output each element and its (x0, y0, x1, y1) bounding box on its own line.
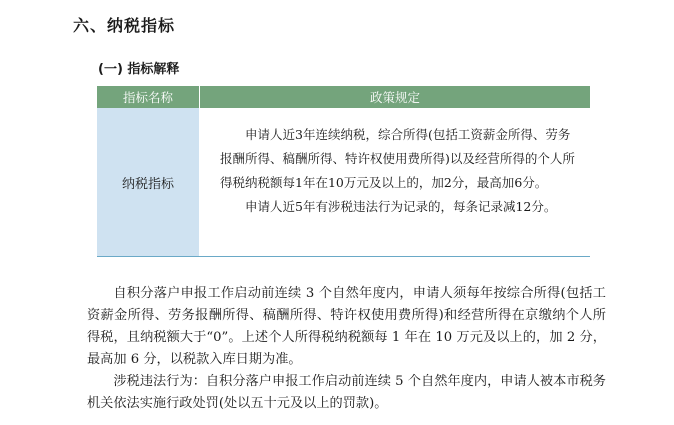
policy-text-1: 申请人近3年连续纳税，综合所得(包括工资薪金所得、劳务报酬所得、稿酬所得、特许权使用费所得)以及经营所得的个人所得税纳税额每1年在10万元及以上的，加2分，最高加6分。 (220, 127, 575, 190)
section-title: 六、纳税指标 (73, 16, 176, 35)
header-policy: 政策规定 (199, 86, 590, 108)
cell-indicator-name: 纳税指标 (97, 108, 199, 256)
subsection-title: (一) 指标解释 (98, 62, 180, 77)
policy-text-2: 申请人近5年有涉税违法行为记录的，每条记录减12分。 (245, 199, 557, 214)
table-header-row (97, 86, 590, 108)
indicator-table (97, 86, 590, 257)
body-text (87, 283, 606, 415)
table-row (97, 108, 590, 256)
paragraph-tax-requirement: 自积分落户申报工作启动前连续 3 个自然年度内，申请人须每年按综合所得(包括工资薪金所得、劳务报酬所得、稿酬所得、特许权使用费所得)和经营所得在京缴纳个人所得税，且纳税额大于“0”。上述个人所得税纳税额每 1 年在 10 万元及以上的，加 2 分，最高加 6 分，以税款入库日期为准。 (87, 286, 606, 367)
header-indicator-name: 指标名称 (122, 90, 173, 105)
paragraph-tax-violation: 涉税违法行为：自积分落户申报工作启动前连续 5 个自然年度内，申请人被本市税务机关依法实施行政处罚(处以五十元及以上的罚款)。 (87, 374, 606, 411)
cell-policy (199, 108, 590, 256)
